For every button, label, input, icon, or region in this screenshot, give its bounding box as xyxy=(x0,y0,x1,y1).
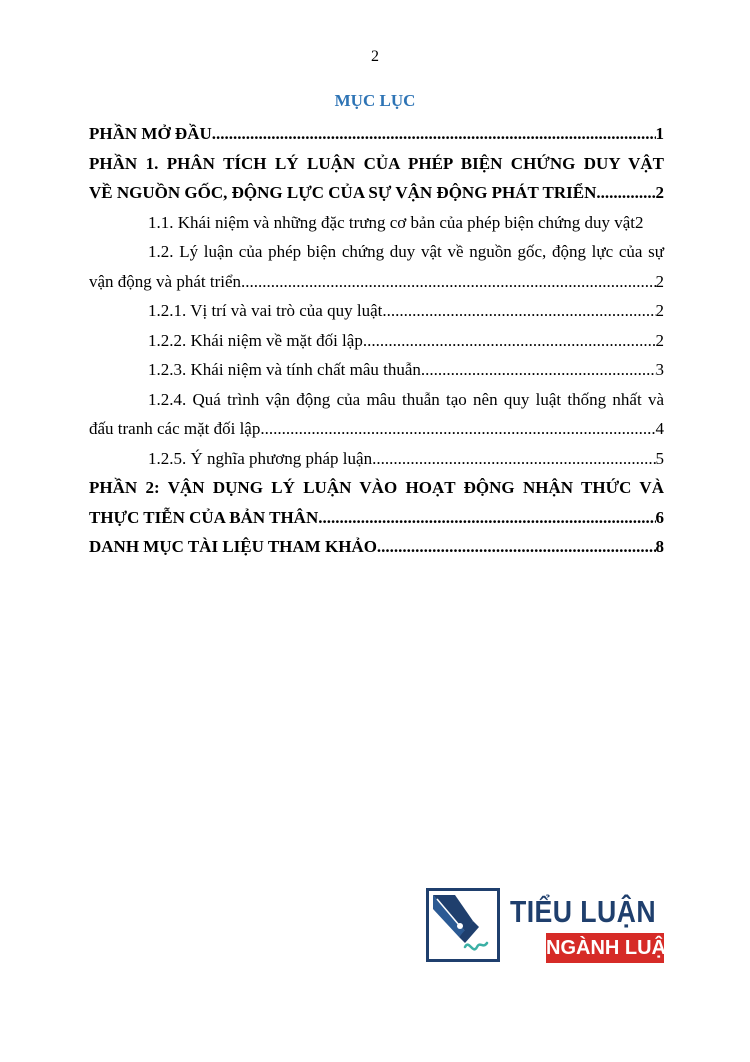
toc-leader xyxy=(372,444,655,474)
toc-label-line1: PHẦN 2: VẬN DỤNG LÝ LUẬN VÀO HOẠT ĐỘNG NHẬN THỨC VÀ xyxy=(89,478,664,497)
toc-entry-1-2-2[interactable] xyxy=(89,326,664,356)
toc-leader xyxy=(596,178,655,208)
toc-page: 3 xyxy=(655,360,664,379)
toc-entry-1-2-1[interactable] xyxy=(89,296,664,326)
toc-page: 2 xyxy=(655,330,664,350)
toc-label: 1.2.5. Ý nghĩa phương pháp luận xyxy=(148,448,373,468)
toc-page: 8 xyxy=(655,537,664,556)
toc-label: 1.2.1. Vị trí và vai trò của quy luật xyxy=(148,301,383,320)
toc-entry-1-2[interactable] xyxy=(89,237,664,296)
toc-leader xyxy=(212,119,656,149)
toc-entry-intro[interactable] xyxy=(89,119,664,149)
toc-page: 2 xyxy=(655,271,664,291)
toc-entry-part-1[interactable] xyxy=(89,149,664,208)
toc-label: 1.1. Khái niệm và những đặc trưng cơ bản của phép biện chứng duy vật xyxy=(148,212,635,232)
toc-page: 5 xyxy=(655,448,664,468)
toc-page: 2 xyxy=(655,183,664,202)
logo-text-secondary: NGÀNH LUẬT xyxy=(546,933,664,963)
toc-page: 1 xyxy=(655,124,664,143)
toc-leader xyxy=(363,326,656,356)
toc-label-line1: 1.2.4. Quá trình vận động của mâu thuẫn tạo nên quy luật thống nhất và xyxy=(148,389,664,409)
logo-text-primary: TIỂU LUẬN xyxy=(510,894,657,929)
site-logo xyxy=(426,888,679,968)
toc-label: DANH MỤC TÀI LIỆU THAM KHẢO xyxy=(89,537,377,556)
toc-entry-1-2-5[interactable] xyxy=(89,444,664,474)
page-number: 2 xyxy=(371,48,379,65)
toc-leader xyxy=(377,532,656,562)
toc-title: MỤC LỤC xyxy=(334,91,416,110)
toc-label: 1.2.3. Khái niệm và tính chất mâu thuẫn xyxy=(148,360,421,379)
toc-leader xyxy=(382,296,655,326)
toc-page: 2 xyxy=(655,301,664,320)
toc-label-line2: THỰC TIỄN CỦA BẢN THÂN xyxy=(89,507,319,527)
toc-leader xyxy=(421,355,656,385)
toc-label: PHẦN MỞ ĐẦU xyxy=(89,124,212,143)
table-of-contents xyxy=(89,119,664,562)
toc-page: 4 xyxy=(655,419,664,438)
toc-label-line2: VỀ NGUỒN GỐC, ĐỘNG LỰC CỦA SỰ VẬN ĐỘNG PHÁT TRIỂN xyxy=(89,183,597,202)
toc-label-line2: vận động và phát triển xyxy=(89,271,242,291)
toc-entry-part-2[interactable] xyxy=(89,473,664,532)
toc-label-line2: đấu tranh các mặt đối lập xyxy=(89,419,261,438)
pen-nib-icon xyxy=(426,888,500,962)
toc-label-line1: 1.2. Lý luận của phép biện chứng duy vật về nguồn gốc, động lực của sự xyxy=(148,242,664,261)
toc-leader xyxy=(318,503,655,533)
toc-label: 1.2.2. Khái niệm về mặt đối lập xyxy=(148,330,363,350)
toc-entry-1-1[interactable] xyxy=(89,208,664,238)
toc-leader xyxy=(260,414,655,444)
toc-entry-1-2-4[interactable] xyxy=(89,385,664,444)
toc-page: 2 xyxy=(635,212,644,232)
toc-label-line1: PHẦN 1. PHÂN TÍCH LÝ LUẬN CỦA PHÉP BIỆN CHỨNG DUY VẬT xyxy=(89,153,664,173)
toc-page: 6 xyxy=(655,507,664,527)
toc-entry-1-2-3[interactable] xyxy=(89,355,664,385)
toc-entry-references[interactable] xyxy=(89,532,664,562)
toc-leader xyxy=(241,267,655,297)
